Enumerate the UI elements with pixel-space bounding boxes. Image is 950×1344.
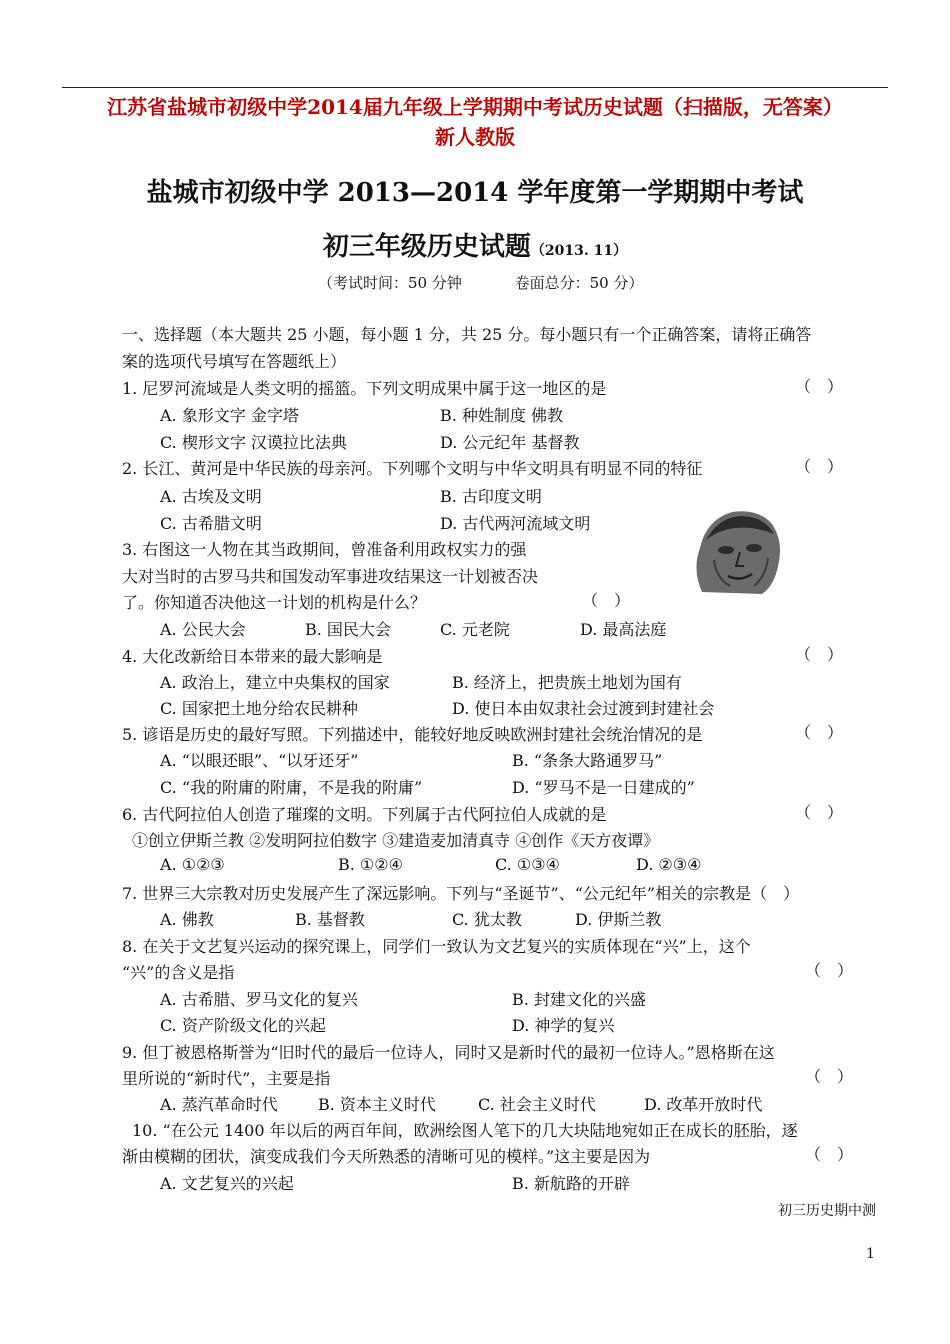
- question-1-option-d: D. 公元纪年 基督教: [440, 433, 580, 452]
- question-10-option-b: B. 新航路的开辟: [512, 1174, 630, 1193]
- exam-meta: [318, 272, 692, 293]
- question-6-option-c: C. ①③④: [495, 855, 560, 874]
- caesar-portrait-image: [684, 500, 790, 596]
- question-8-option-a: A. 古希腊、罗马文化的复兴: [160, 990, 358, 1009]
- answer-blank-10: （ ）: [805, 1145, 854, 1164]
- question-9-option-d: D. 改革开放时代: [644, 1095, 763, 1114]
- answer-blank-6: （ ）: [795, 803, 844, 822]
- question-7-stem: 7. 世界三大宗教对历史发展产生了深远影响。下列与“圣诞节”、“公元纪年”相关的宗教是（ ）: [122, 884, 800, 903]
- question-3-stem-line1: 3. 右图这一人物在其当政期间，曾准备利用政权实力的强: [122, 540, 527, 559]
- question-3-option-b: B. 国民大会: [305, 620, 391, 639]
- exam-score: 卷面总分：50 分）: [514, 274, 644, 292]
- question-6-option-b: B. ①②④: [338, 855, 403, 874]
- question-5-option-a: A. “以眼还眼”、“以牙还牙”: [160, 751, 359, 770]
- question-10-option-a: A. 文艺复兴的兴起: [160, 1174, 294, 1193]
- question-2-option-d: D. 古代两河流域文明: [440, 514, 591, 533]
- question-9-stem-line1: 9. 但丁被恩格斯誉为“旧时代的最后一位诗人，同时又是新时代的最初一位诗人。”恩格斯在这: [122, 1043, 775, 1062]
- question-2-option-a: A. 古埃及文明: [160, 487, 262, 506]
- question-6-option-d: D. ②③④: [636, 855, 702, 874]
- question-4-option-a: A. 政治上，建立中央集权的国家: [160, 673, 390, 692]
- question-9-option-c: C. 社会主义时代: [478, 1095, 596, 1114]
- question-6-items: ①创立伊斯兰教 ②发明阿拉伯数字 ③建造麦加清真寺 ④创作《天方夜谭》: [132, 831, 660, 850]
- question-3-stem-line2: 大对当时的古罗马共和国发动军事进攻结果这一计划被否决: [122, 567, 539, 586]
- section-instructions-line2: 案的选项代号填写在答题纸上）: [122, 352, 347, 371]
- question-8-option-c: C. 资产阶级文化的兴起: [160, 1016, 326, 1035]
- page-footer-label: 初三历史期中测: [778, 1203, 876, 1219]
- question-8-option-d: D. 神学的复兴: [512, 1016, 615, 1035]
- answer-blank-1: （ ）: [795, 377, 844, 396]
- answer-blank-4: （ ）: [795, 645, 844, 664]
- question-10-stem-line2: 渐由模糊的团状，演变成我们今天所熟悉的清晰可见的模样。”这主要是因为: [122, 1147, 651, 1166]
- document-title-line2: 新人教版: [435, 125, 515, 149]
- exam-title: 盐城市初级中学 2013—2014 学年度第一学期期中考试: [146, 178, 804, 208]
- exam-subtitle: [0, 226, 950, 263]
- question-9-option-a: A. 蒸汽革命时代: [160, 1095, 278, 1114]
- answer-blank-9: （ ）: [805, 1067, 854, 1086]
- question-4-option-b: B. 经济上，把贵族土地划为国有: [452, 673, 682, 692]
- answer-blank-3: （ ）: [582, 591, 631, 610]
- question-7-option-b: B. 基督教: [295, 910, 365, 929]
- question-7-option-c: C. 犹太教: [452, 910, 522, 929]
- question-5-option-b: B. “条条大路通罗马”: [512, 751, 663, 770]
- question-3-option-d: D. 最高法庭: [580, 620, 667, 639]
- question-4-stem: 4. 大化改新给日本带来的最大影响是: [122, 647, 383, 666]
- question-5-option-d: D. “罗马不是一日建成的”: [512, 778, 695, 797]
- question-7-option-a: A. 佛教: [160, 910, 214, 929]
- exam-subtitle-text: 初三年级历史试题: [322, 232, 531, 262]
- question-9-option-b: B. 资本主义时代: [318, 1095, 436, 1114]
- exam-time: （考试时间：50 分钟: [318, 274, 462, 292]
- question-1-option-c: C. 楔形文字 汉谟拉比法典: [160, 433, 347, 452]
- question-3-stem-line3: 了。你知道否决他这一计划的机构是什么？: [122, 593, 427, 612]
- header-rule: [62, 87, 888, 88]
- question-9-stem-line2: 里所说的“新时代”，主要是指: [122, 1069, 331, 1088]
- question-2-option-b: B. 古印度文明: [440, 487, 542, 506]
- section-instructions-line1: 一、选择题（本大题共 25 小题，每小题 1 分，共 25 分。每小题只有一个正确答案，请将正确答: [122, 325, 812, 344]
- question-3-option-c: C. 元老院: [440, 620, 510, 639]
- question-3-option-a: A. 公民大会: [160, 620, 246, 639]
- question-8-stem-line1: 8. 在关于文艺复兴运动的探究课上，同学们一致认为文艺复兴的实质体现在“兴”上，这个: [122, 937, 751, 956]
- question-6-option-a: A. ①②③: [160, 855, 225, 874]
- question-6-stem: 6. 古代阿拉伯人创造了璀璨的文明。下列属于古代阿拉伯人成就的是: [122, 805, 607, 824]
- question-1-option-a: A. 象形文字 金字塔: [160, 406, 299, 425]
- question-2-stem: 2. 长江、黄河是中华民族的母亲河。下列哪个文明与中华文明具有明显不同的特征: [122, 459, 703, 478]
- document-title: [60, 92, 890, 152]
- question-5-stem: 5. 谚语是历史的最好写照。下列描述中，能较好地反映欧洲封建社会统治情况的是: [122, 725, 703, 744]
- answer-blank-8: （ ）: [805, 961, 854, 980]
- question-1-option-b: B. 种姓制度 佛教: [440, 406, 564, 425]
- question-1-stem: 1. 尼罗河流域是人类文明的摇篮。下列文明成果中属于这一地区的是: [122, 379, 607, 398]
- question-7-option-d: D. 伊斯兰教: [575, 910, 662, 929]
- question-8-option-b: B. 封建文化的兴盛: [512, 990, 646, 1009]
- question-4-option-c: C. 国家把土地分给农民耕种: [160, 699, 358, 718]
- question-2-option-c: C. 古希腊文明: [160, 514, 262, 533]
- answer-blank-5: （ ）: [795, 723, 844, 742]
- page-number: 1: [866, 1246, 875, 1262]
- question-10-stem-line1: 10. “在公元 1400 年以后的两百年间，欧洲绘图人笔下的几大块陆地宛如正在成长的胚胎，逐: [132, 1121, 798, 1140]
- document-title-line1: 江苏省盐城市初级中学2014届九年级上学期期中考试历史试题（扫描版，无答案）: [107, 95, 843, 119]
- exam-date: （2013. 11）: [530, 243, 628, 259]
- question-8-stem-line2: “兴”的含义是指: [122, 963, 235, 982]
- question-4-option-d: D. 使日本由奴隶社会过渡到封建社会: [452, 699, 715, 718]
- answer-blank-2: （ ）: [795, 457, 844, 476]
- question-5-option-c: C. “我的附庸的附庸，不是我的附庸”: [160, 778, 423, 797]
